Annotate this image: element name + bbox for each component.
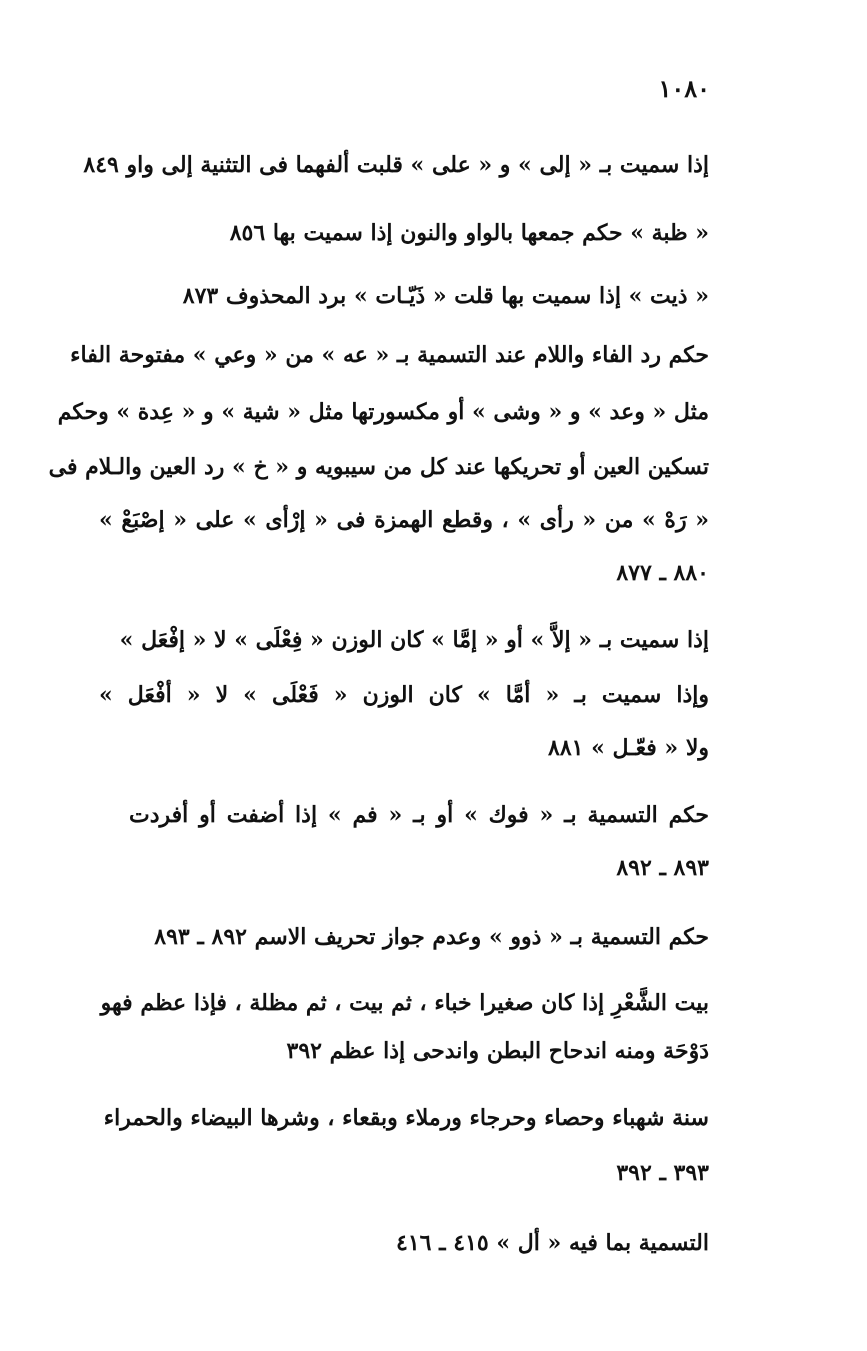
text-line-18: ٣٩٣ ـ ٣٩٢	[616, 1160, 709, 1186]
text-line-17: سنة شهباء وحصاء وحرجاء ورملاء وبقعاء ، وشرها البيضاء والحمراء	[103, 1105, 709, 1131]
text-line-19: التسمية بما فيه « أل » ٤١٥ ـ ٤١٦	[396, 1230, 709, 1256]
text-line-2: « ظبة » حكم جمعها بالواو والنون إذا سميت بها ٨٥٦	[229, 220, 709, 246]
text-line-5: مثل « وعد » و « وشى » أو مكسورتها مثل « شية » و « عِدة » وحكم	[57, 399, 709, 425]
text-line-7: « رَهْ » من « رأى » ، وقطع الهمزة فى « إرْأى » على « إصْبَعْ »	[99, 507, 709, 533]
text-line-3: « ذيت » إذا سميت بها قلت « ذَيّـات » برد المحذوف ٨٧٣	[182, 283, 709, 309]
text-line-11: ولا « فعّـل » ٨٨١	[548, 735, 709, 761]
text-line-9: إذا سميت بـ « إلاَّ » أو « إمَّا » كان الوزن « فِعْلَى » لا « إفْعَل »	[119, 627, 709, 653]
text-line-15: بيت الشَّعْرِ إذا كان صغيرا خباء ، ثم بيت ، ثم مظلة ، فإذا عظم فهو	[100, 990, 709, 1016]
text-line-16: دَوْحَة ومنه اندحاح البطن واندحى إذا عظم ٣٩٢	[286, 1038, 709, 1064]
text-line-4: حكم رد الفاء واللام عند التسمية بـ « عه » من « وعي » مفتوحة الفاء	[70, 342, 709, 368]
text-line-14: حكم التسمية بـ « ذوو » وعدم جواز تحريف الاسم ٨٩٢ ـ ٨٩٣	[154, 924, 709, 950]
text-line-13: ٨٩٣ ـ ٨٩٢	[616, 855, 709, 881]
text-line-12: حكم التسمية بـ « فوك » أو بـ « فم » إذا أضفت أو أفردت	[129, 802, 709, 828]
page-number: ١٠٨٠	[658, 74, 710, 103]
text-line-10: وإذا سميت بـ « أمَّا » كان الوزن « فَعْلَى » لا « أفْعَل »	[99, 682, 709, 708]
text-line-1: إذا سميت بـ « إلى » و « على » قلبت ألفهما فى التثنية إلى واو ٨٤٩	[83, 152, 709, 178]
text-line-8: ٨٨٠ ـ ٨٧٧	[616, 560, 709, 586]
text-line-6: تسكين العين أو تحريكها عند كل من سيبويه و « خ » رد العين والـلام فى	[48, 454, 709, 480]
